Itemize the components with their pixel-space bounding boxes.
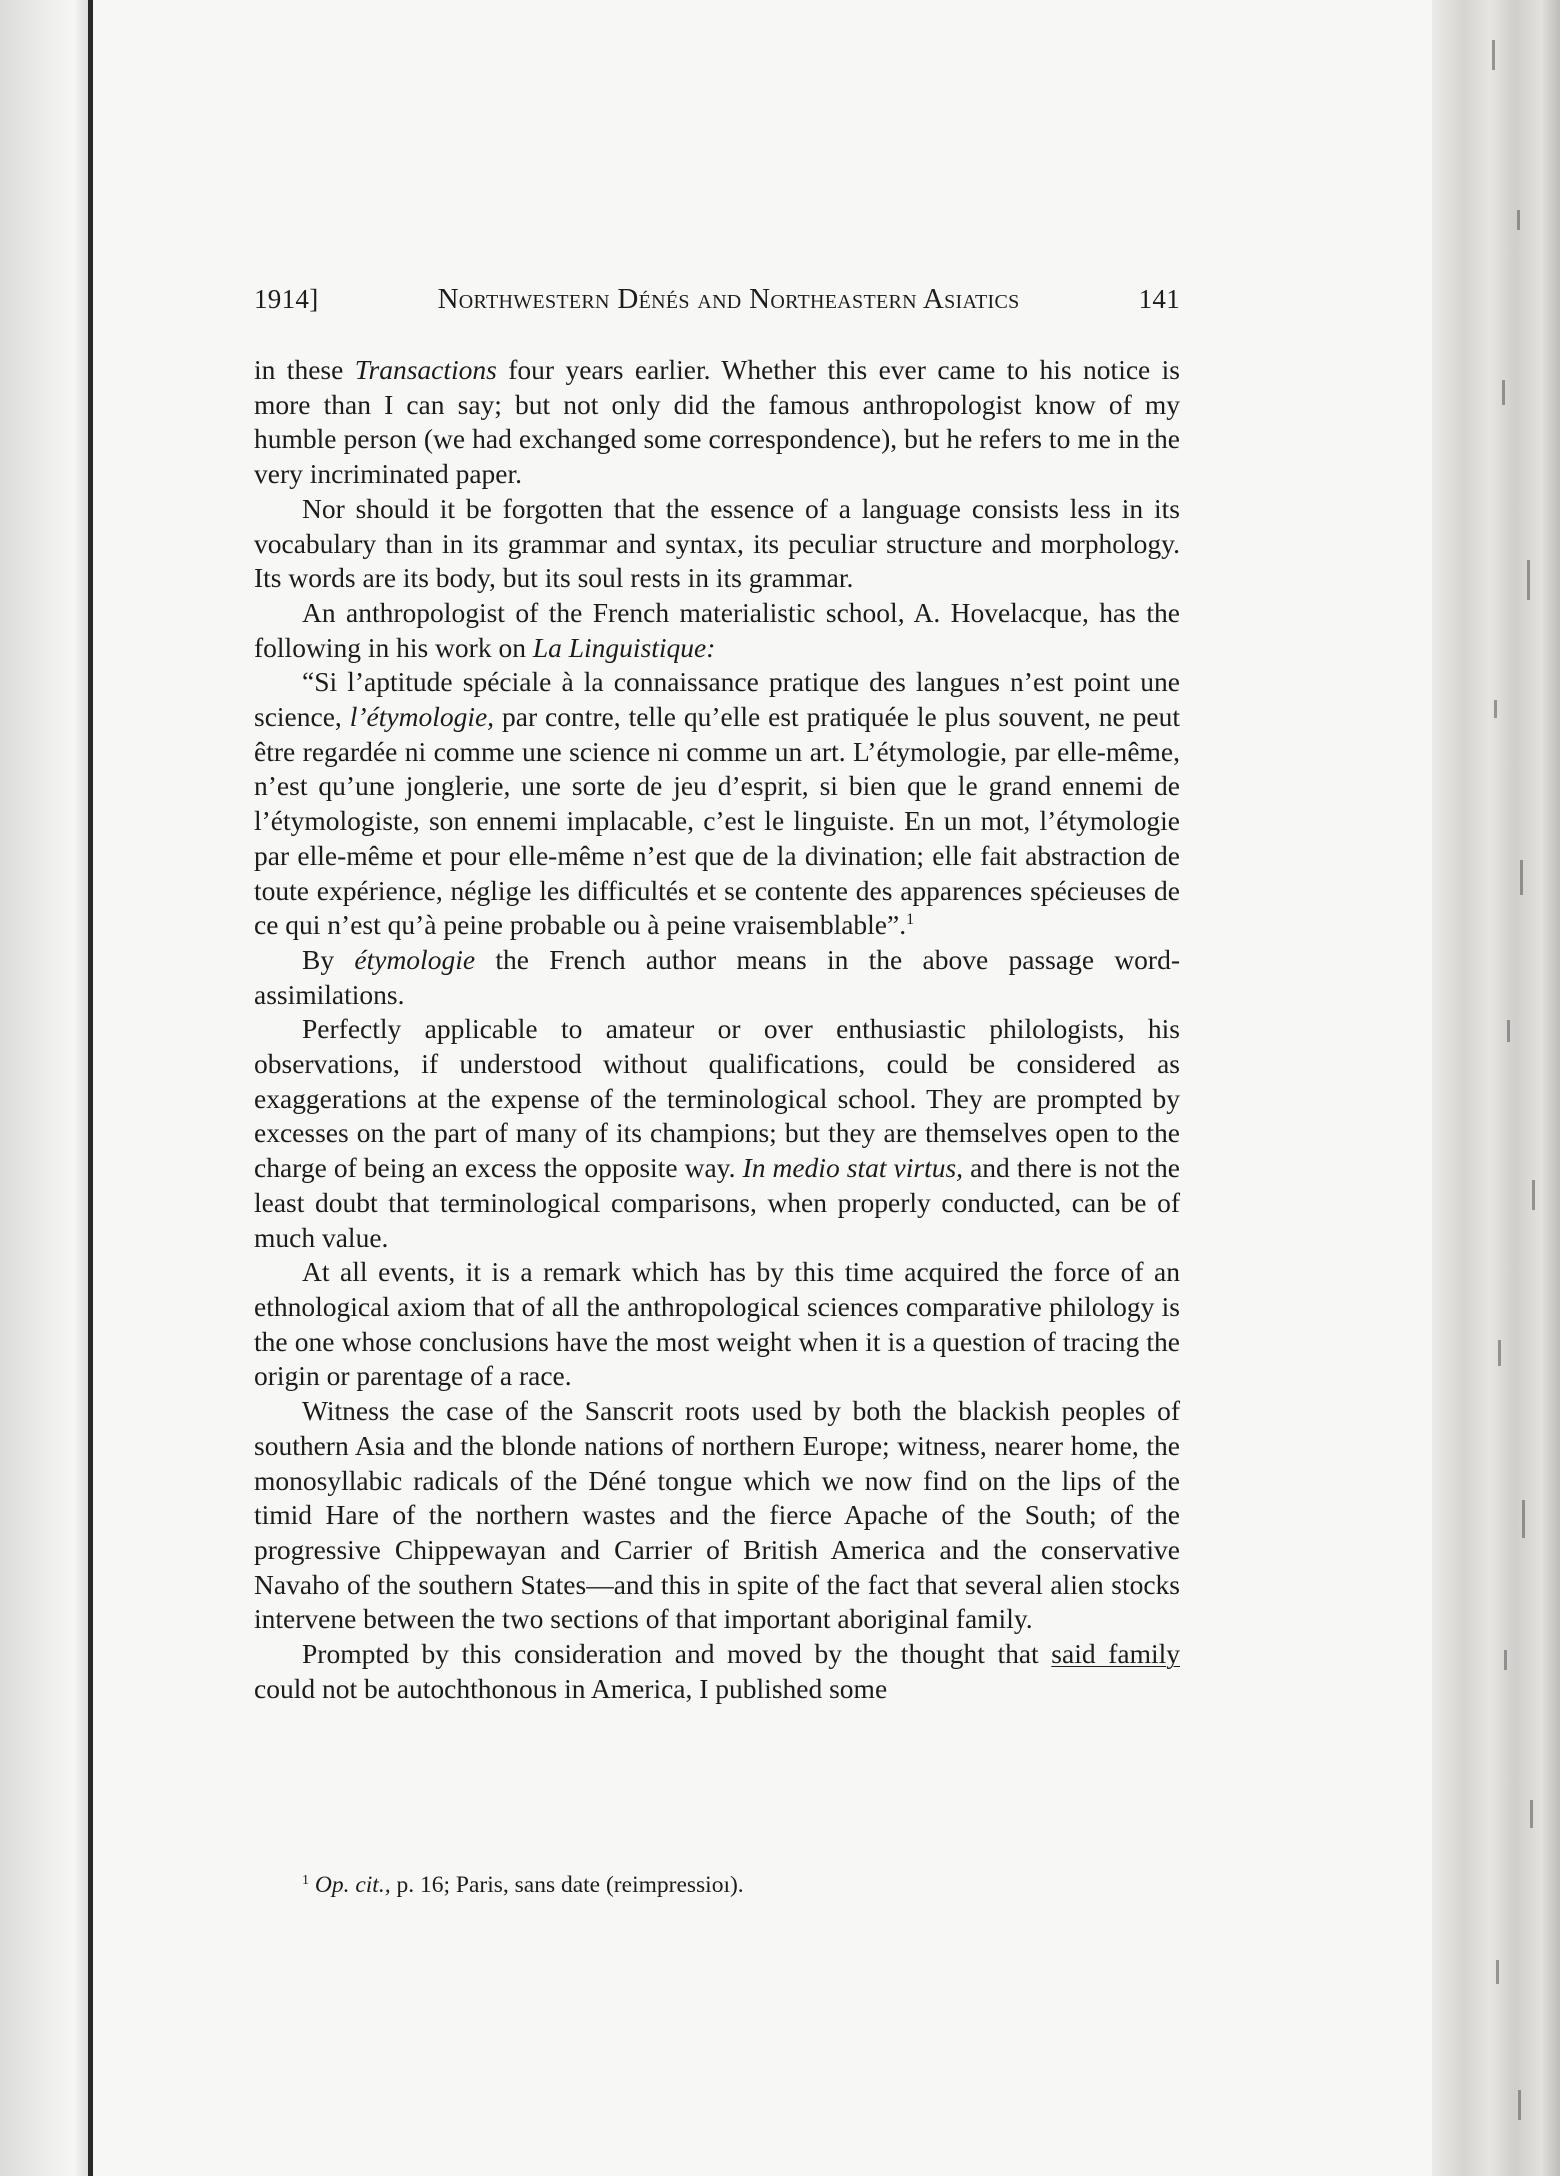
edge-mark [1498, 1340, 1501, 1366]
paragraph [254, 1255, 1180, 1394]
text-run: the French author means in the above passage word-assimilations. [254, 943, 1181, 1010]
paragraph [254, 1637, 1180, 1706]
text-run: “Si l’aptitude spéciale à la connaissance pratique des langues n’est point une science, [254, 666, 1180, 733]
italic-text: étymologie [354, 943, 476, 975]
edge-mark [1507, 1020, 1510, 1042]
text-run: An anthropologist of the French materialistic school, A. Hovelacque, has the following in his work on [254, 596, 1180, 663]
text-run: Witness the case of the Sanscrit roots used by both the blackish peoples of southern Asia and the blonde nations of northern Europe; witness, nearer home, the monosyllabic radicals of the Déné tongue which we now find on the lips of the timid Hare of the northern wastes and the fierce Apache of the South; of the progressive Chippewayan and Carrier of British America and the conservative Navaho of the southern States—and this in spite of the fact that several alien stocks intervene between the two sections of that important aboriginal family. [254, 1395, 1180, 1635]
italic-text: In medio stat virtus, [742, 1152, 964, 1184]
italic-text: Op. cit., [314, 1872, 391, 1898]
footnote-number: 1 [302, 1873, 309, 1888]
paragraph [254, 492, 1180, 596]
edge-mark [1527, 560, 1530, 600]
underlined-text: said family [1051, 1638, 1180, 1670]
text-run: par contre, telle qu’elle est pratiquée le plus souvent, ne peut être regardée ni comme une science ni comme un art. L’étymologie, par elle-même, n’est qu’une jonglerie, une sorte de jeu d’esprit, si bien que le grand ennemi de l’étymologiste, son ennemi implacable, c’est le linguiste. En un mot, l’étymologie par elle-même et pour elle-même n’est que de la divination; elle fait abstraction de toute expérience, néglige les difficultés et se contente des apparences spécieuses de ce qui n’est qu’à peine probable ou à peine vraisemblable”. [254, 701, 1180, 941]
text-run: four years earlier. Whether this ever came to his notice is more than I can say; but not only did the famous anthropologist know of my humble person (we had exchanged some correspondence), but he refers to me in the very incriminated paper. [254, 354, 1180, 490]
text-run: and there is not the least doubt that terminological comparisons, when properly conducted, can be of much value. [254, 1152, 1181, 1253]
text-run: Perfectly applicable to amateur or over enthusiastic philologists, his observations, if understood without qualifications, could be considered as exaggerations at the expense of the terminological school. They are prompted by excesses on the part of many of its champions; but they are themselves open to the charge of being an excess the opposite way. [254, 1013, 1180, 1184]
edge-mark [1522, 1500, 1525, 1538]
edge-mark [1518, 2090, 1521, 2120]
edge-mark [1494, 700, 1497, 718]
running-head [254, 283, 1180, 316]
header-title: Northwestern Dénés and Northeastern Asiatics [437, 283, 1020, 315]
edge-mark [1504, 1650, 1507, 1670]
edge-mark [1496, 1960, 1499, 1984]
italic-text: Transactions [354, 354, 497, 385]
paragraph [254, 353, 1180, 492]
text-run: Nor should it be forgotten that the essence of a language consists less in its vocabulary than in its grammar and syntax, its peculiar structure and morphology. Its words are its body, but its soul rests in its grammar. [254, 492, 1180, 594]
page-edge-texture [1432, 0, 1560, 2176]
left-page-edge [0, 0, 92, 2176]
paragraph [254, 1394, 1180, 1637]
text-run: in these [254, 354, 355, 385]
italic-text: La Linguistique: [532, 631, 716, 663]
text-run: p. 16; Paris, sans date (reimpressioı). [390, 1872, 744, 1898]
footnote-marker: 1 [906, 911, 915, 929]
edge-mark [1530, 1800, 1533, 1828]
header-year: 1914] [254, 284, 319, 314]
text-run: could not be autochthonous in America, I published some [254, 1672, 888, 1704]
text-run: At all events, it is a remark which has by this time acquired the force of an ethnological axiom that of all the anthropological sciences comparative philology is the one whose conclusions have the most weight when it is a question of tracing the origin or parentage of a race. [254, 1256, 1180, 1392]
paragraph [254, 943, 1180, 1012]
paragraph [254, 596, 1180, 665]
edge-mark [1492, 40, 1495, 70]
edge-mark [1532, 1180, 1535, 1210]
text-run: By [302, 943, 355, 975]
footnote [302, 1870, 1180, 1900]
paragraph [254, 1012, 1180, 1255]
italic-text: l’étymologie, [349, 701, 495, 733]
edge-mark [1517, 210, 1520, 230]
page-stack-edge [1432, 0, 1560, 2176]
edge-mark [1502, 380, 1505, 405]
paragraph [254, 665, 1180, 943]
body-text [254, 353, 1180, 1706]
text-run: Prompted by this consideration and moved by the thought that [302, 1638, 1052, 1670]
edge-mark [1520, 860, 1523, 895]
page-number: 141 [1138, 284, 1180, 314]
